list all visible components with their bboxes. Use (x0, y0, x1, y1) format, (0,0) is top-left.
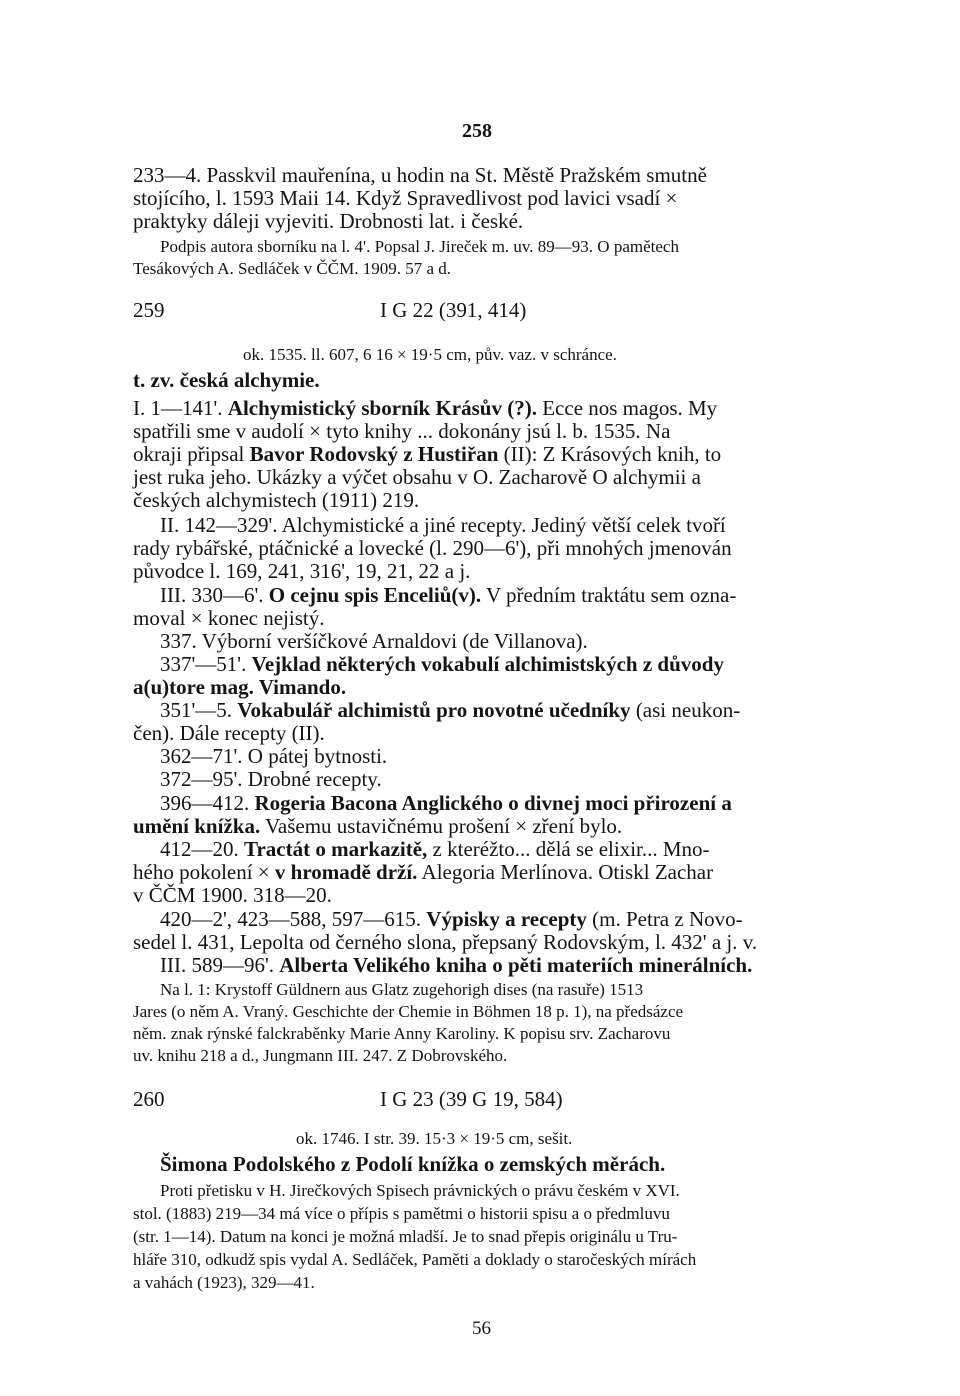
text-line (133, 860, 713, 885)
text-run: okraji připsal (133, 442, 250, 466)
text-run: v hromadě drží. (274, 860, 418, 884)
note-line: hláře 310, odkudž spis vydal A. Sedláček, Paměti a doklady o staročeských mírách (133, 1250, 697, 1269)
entry-number: 259 (133, 298, 165, 322)
text-line (160, 837, 710, 862)
text-line (160, 698, 740, 723)
text-run: (II): Z Krásových knih, to (498, 442, 722, 466)
text-line: původce l. 169, 241, 316', 19, 21, 22 a j. (133, 559, 471, 583)
text-run: (asi neukon- (630, 698, 741, 722)
text-run: O cejnu spis Enceliů(v). (268, 583, 482, 607)
text-line: praktyky dáleji vyjeviti. Drobnosti lat. i české. (133, 209, 524, 233)
text-line: 372—95'. Drobné recepty. (160, 767, 382, 791)
text-line: II. 142—329'. Alchymistické a jiné recepty. Jediný větší celek tvoří (160, 513, 726, 537)
text-line: moval × konec nejistý. (133, 606, 325, 630)
text-run: Vokabulář alchimistů pro novotné učedníky (237, 698, 631, 722)
text-line (160, 583, 736, 608)
text-line: stojícího, l. 1593 Maii 14. Když Spravedlivost pod lavici vsadí × (133, 186, 678, 210)
text-line (160, 953, 752, 978)
text-run: Vejklad některých vokabulí alchimistských z důvody (251, 652, 724, 676)
shelf-signature: I G 22 (391, 414) (380, 298, 527, 322)
text-line: sedel l. 431, Lepolta od černého slona, přepsaný Rodovským, l. 432' a j. v. (133, 930, 758, 954)
text-run: (m. Petra z Novo- (586, 907, 743, 931)
entry-number: 260 (133, 1087, 165, 1111)
text-run: Alchymistický sborník Krásův (?). (227, 396, 537, 420)
note-line: Na l. 1: Krystoff Güldnern aus Glatz zugehorigh dises (na rasuře) 1513 (160, 980, 644, 999)
text-run: 337'—51'. (160, 652, 252, 676)
shelf-signature: I G 23 (39 G 19, 584) (380, 1087, 563, 1111)
text-line (160, 791, 732, 816)
text-run: V předním traktátu sem ozna- (481, 583, 737, 607)
text-line (133, 442, 721, 467)
physical-description: ok. 1535. ll. 607, 6 16 × 19·5 cm, pův. vaz. v schránce. (243, 345, 617, 364)
text-run: umění knížka. (133, 814, 261, 838)
manuscript-title: t. zv. česká alchymie. (133, 368, 320, 392)
text-run: 351'—5. (160, 698, 238, 722)
text-run: Bavor Rodovský z Hustiřan (249, 442, 499, 466)
text-run: Tractát o markazitě, (244, 837, 428, 861)
text-run: Výpisky a recepty (426, 907, 587, 931)
text-line (133, 396, 717, 421)
text-line: jest ruka jeho. Ukázky a výčet obsahu v O. Zacharově O alchymii a (133, 465, 701, 489)
text-run: z kteréžto... dělá se elixir... Mno- (427, 837, 710, 861)
note-line: (str. 1—14). Datum na konci je možná mladší. Je to snad přepis originálu u Tru- (133, 1227, 678, 1246)
text-line: v ČČM 1900. 318—20. (133, 883, 332, 907)
text-run: hého pokolení × (133, 860, 275, 884)
note-line: Jares (o něm A. Vraný. Geschichte der Chemie in Böhmen 18 p. 1), na předsázce (133, 1002, 684, 1021)
note-line: a vahách (1923), 329—41. (133, 1273, 315, 1292)
text-line: 362—71'. O pátej bytnosti. (160, 744, 388, 768)
page-number-top: 258 (462, 120, 492, 142)
text-run: III. 589—96'. (160, 953, 280, 977)
text-run: Rogeria Bacona Anglického o divnej moci přirození a (254, 791, 732, 815)
text-line (160, 907, 743, 932)
text-run: I. 1—141'. (133, 396, 228, 420)
note-line: něm. znak rýnské falckraběnky Marie Anny Karoliny. K popisu srv. Zacharovu (133, 1024, 671, 1043)
text-line: a(u)tore mag. Vimando. (133, 675, 347, 699)
text-line: českých alchymistech (1911) 219. (133, 488, 420, 512)
text-run: III. 330—6'. (160, 583, 269, 607)
physical-description: ok. 1746. I str. 39. 15·3 × 19·5 cm, sešit. (296, 1129, 573, 1148)
text-line (160, 652, 724, 677)
text-run: 396—412. (160, 791, 255, 815)
note-line: Proti přetisku v H. Jirečkových Spisech právnických o právu českém v XVI. (160, 1181, 680, 1200)
text-run: Ecce nos magos. My (536, 396, 718, 420)
note-line: stol. (1883) 219—34 má více o přípis s pamětmi o historii spisu a o předmluvu (133, 1204, 670, 1223)
text-run: Alberta Velikého kniha o pěti materiích minerálních. (279, 953, 753, 977)
text-run: Vašemu ustavičnému prošení × zření bylo. (260, 814, 623, 838)
text-line: rady rybářské, ptáčnické a lovecké (l. 290—6'), při mnohých jmenován (133, 536, 732, 560)
manuscript-title: Šimona Podolského z Podolí knížka o zemských měrách. (160, 1152, 666, 1176)
note-line: Tesákových A. Sedláček v ČČM. 1909. 57 a d. (133, 259, 451, 278)
text-line (133, 814, 622, 839)
text-run: Alegoria Merlínova. Otiskl Zachar (417, 860, 714, 884)
text-run: 420—2', 423—588, 597—615. (160, 907, 427, 931)
text-line: spatřili sme v audolí × tyto knihy ... dokonány jsú l. b. 1535. Na (133, 419, 671, 443)
text-line: 337. Výborní veršíčkové Arnaldovi (de Villanova). (160, 629, 588, 653)
page-number-bottom: 56 (472, 1318, 491, 1339)
note-line: uv. knihu 218 a d., Jungmann III. 247. Z Dobrovského. (133, 1046, 508, 1065)
text-line: 233—4. Passkvil mauřenína, u hodin na St. Městě Pražském smutně (133, 163, 707, 187)
text-run: 412—20. (160, 837, 244, 861)
note-line: Podpis autora sborníku na l. 4'. Popsal J. Jireček m. uv. 89—93. O pamětech (160, 237, 679, 256)
text-line: čen). Dále recepty (II). (133, 721, 325, 745)
